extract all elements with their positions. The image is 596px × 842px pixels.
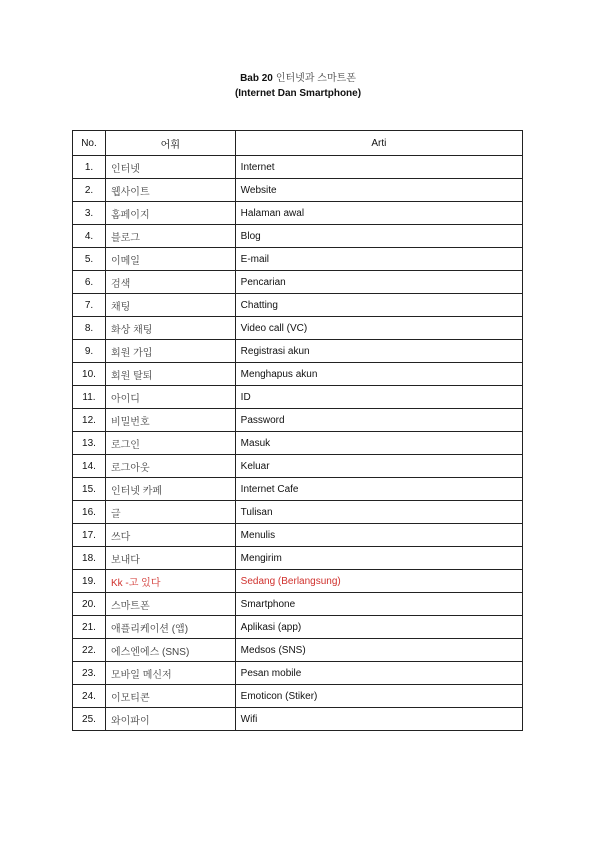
table-row bbox=[73, 616, 523, 639]
korean-word: 글 bbox=[105, 501, 235, 524]
row-number: 19. bbox=[73, 570, 106, 593]
indonesian-meaning: Mengirim bbox=[235, 547, 522, 570]
table-row bbox=[73, 294, 523, 317]
table-row bbox=[73, 501, 523, 524]
korean-word: 보내다 bbox=[105, 547, 235, 570]
row-number: 23. bbox=[73, 662, 106, 685]
table-row bbox=[73, 455, 523, 478]
row-number: 18. bbox=[73, 547, 106, 570]
row-number: 20. bbox=[73, 593, 106, 616]
indonesian-meaning: E-mail bbox=[235, 248, 522, 271]
table-row bbox=[73, 179, 523, 202]
indonesian-meaning: Pencarian bbox=[235, 271, 522, 294]
title-korean: 인터넷과 스마트폰 bbox=[275, 73, 356, 84]
row-number: 16. bbox=[73, 501, 106, 524]
column-header-meaning: Arti bbox=[235, 131, 522, 156]
indonesian-meaning: Sedang (Berlangsung) bbox=[235, 570, 522, 593]
indonesian-meaning: Menulis bbox=[235, 524, 522, 547]
indonesian-meaning: Wifi bbox=[235, 708, 522, 731]
korean-word: 검색 bbox=[105, 271, 235, 294]
indonesian-meaning: Aplikasi (app) bbox=[235, 616, 522, 639]
korean-word: 인터넷 카페 bbox=[105, 478, 235, 501]
table-row bbox=[73, 225, 523, 248]
row-number: 6. bbox=[73, 271, 106, 294]
table-row bbox=[73, 409, 523, 432]
korean-word: 회원 탈퇴 bbox=[105, 363, 235, 386]
korean-word: 비밀번호 bbox=[105, 409, 235, 432]
column-header-no: No. bbox=[73, 131, 106, 156]
row-number: 21. bbox=[73, 616, 106, 639]
table-row bbox=[73, 524, 523, 547]
indonesian-meaning: Pesan mobile bbox=[235, 662, 522, 685]
table-row bbox=[73, 202, 523, 225]
korean-word: 모바일 메신저 bbox=[105, 662, 235, 685]
row-number: 7. bbox=[73, 294, 106, 317]
korean-word: 쓰다 bbox=[105, 524, 235, 547]
table-row bbox=[73, 386, 523, 409]
row-number: 14. bbox=[73, 455, 106, 478]
indonesian-meaning: Keluar bbox=[235, 455, 522, 478]
table-row bbox=[73, 432, 523, 455]
row-number: 9. bbox=[73, 340, 106, 363]
title-prefix: Bab 20 bbox=[240, 73, 273, 84]
row-number: 11. bbox=[73, 386, 106, 409]
table-row bbox=[73, 570, 523, 593]
row-number: 17. bbox=[73, 524, 106, 547]
korean-word: Kk -고 있다 bbox=[105, 570, 235, 593]
table-row bbox=[73, 547, 523, 570]
korean-word: 에스엔에스 (SNS) bbox=[105, 639, 235, 662]
table-row bbox=[73, 593, 523, 616]
indonesian-meaning: Masuk bbox=[235, 432, 522, 455]
row-number: 2. bbox=[73, 179, 106, 202]
korean-word: 이메일 bbox=[105, 248, 235, 271]
indonesian-meaning: Emoticon (Stiker) bbox=[235, 685, 522, 708]
table-row bbox=[73, 248, 523, 271]
row-number: 15. bbox=[73, 478, 106, 501]
row-number: 8. bbox=[73, 317, 106, 340]
table-header-row bbox=[73, 131, 523, 156]
korean-word: 인터넷 bbox=[105, 156, 235, 179]
row-number: 4. bbox=[73, 225, 106, 248]
table-row bbox=[73, 271, 523, 294]
vocabulary-table bbox=[72, 130, 523, 731]
table-row bbox=[73, 639, 523, 662]
page-subtitle: (Internet Dan Smartphone) bbox=[234, 88, 362, 99]
korean-word: 웹사이트 bbox=[105, 179, 235, 202]
row-number: 1. bbox=[73, 156, 106, 179]
table-row bbox=[73, 662, 523, 685]
indonesian-meaning: Video call (VC) bbox=[235, 317, 522, 340]
row-number: 10. bbox=[73, 363, 106, 386]
row-number: 5. bbox=[73, 248, 106, 271]
korean-word: 회원 가입 bbox=[105, 340, 235, 363]
table-row bbox=[73, 478, 523, 501]
column-header-word: 어휘 bbox=[105, 131, 235, 156]
indonesian-meaning: Halaman awal bbox=[235, 202, 522, 225]
row-number: 24. bbox=[73, 685, 106, 708]
indonesian-meaning: Registrasi akun bbox=[235, 340, 522, 363]
korean-word: 로그인 bbox=[105, 432, 235, 455]
indonesian-meaning: Chatting bbox=[235, 294, 522, 317]
korean-word: 와이파이 bbox=[105, 708, 235, 731]
row-number: 22. bbox=[73, 639, 106, 662]
row-number: 12. bbox=[73, 409, 106, 432]
indonesian-meaning: Smartphone bbox=[235, 593, 522, 616]
korean-word: 채팅 bbox=[105, 294, 235, 317]
indonesian-meaning: Medsos (SNS) bbox=[235, 639, 522, 662]
indonesian-meaning: Internet bbox=[235, 156, 522, 179]
row-number: 13. bbox=[73, 432, 106, 455]
indonesian-meaning: Blog bbox=[235, 225, 522, 248]
table-row bbox=[73, 685, 523, 708]
indonesian-meaning: Menghapus akun bbox=[235, 363, 522, 386]
indonesian-meaning: Password bbox=[235, 409, 522, 432]
table-body bbox=[73, 156, 523, 731]
table-row bbox=[73, 156, 523, 179]
korean-word: 이모티콘 bbox=[105, 685, 235, 708]
table-row bbox=[73, 317, 523, 340]
korean-word: 블로그 bbox=[105, 225, 235, 248]
indonesian-meaning: Website bbox=[235, 179, 522, 202]
table-row bbox=[73, 708, 523, 731]
korean-word: 애플리케이션 (앱) bbox=[105, 616, 235, 639]
korean-word: 스마트폰 bbox=[105, 593, 235, 616]
table-row bbox=[73, 363, 523, 386]
korean-word: 로그아웃 bbox=[105, 455, 235, 478]
indonesian-meaning: Internet Cafe bbox=[235, 478, 522, 501]
row-number: 25. bbox=[73, 708, 106, 731]
korean-word: 아이디 bbox=[105, 386, 235, 409]
indonesian-meaning: ID bbox=[235, 386, 522, 409]
page-title bbox=[0, 71, 596, 86]
title-block bbox=[0, 71, 596, 101]
korean-word: 화상 채팅 bbox=[105, 317, 235, 340]
indonesian-meaning: Tulisan bbox=[235, 501, 522, 524]
table-row bbox=[73, 340, 523, 363]
korean-word: 홈페이지 bbox=[105, 202, 235, 225]
row-number: 3. bbox=[73, 202, 106, 225]
